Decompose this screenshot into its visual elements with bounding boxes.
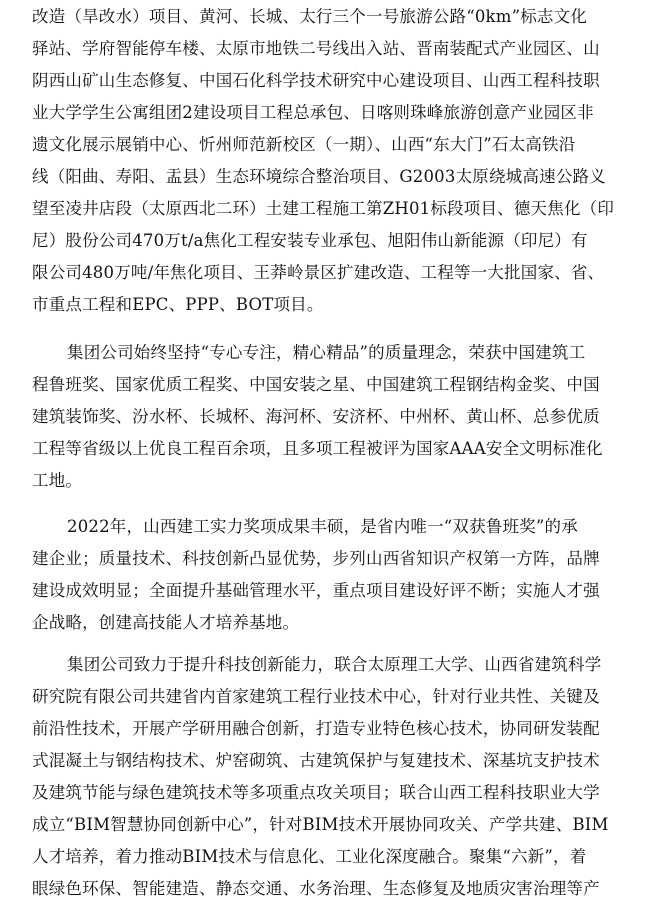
paragraph-1-line-1: 改造（旱改水）项目、黄河、长城、太行三个一号旅游公路“0km”标志文化 — [32, 7, 588, 26]
paragraph-3-line-2: 建企业；质量技术、科技创新凸显优势，步列山西省知识产权第一方阵，品牌 — [32, 549, 600, 568]
paragraph-2-line-5: 工地。 — [32, 471, 83, 490]
paragraph-1-line-3: 阴西山矿山生态修复、中国石化科学技术研究中心建设项目、山西工程科技职 — [32, 71, 600, 90]
paragraph-1-line-4: 业大学学生公寓组团2建设项目工程总承包、日喀则珠峰旅游创意产业园区非 — [32, 103, 594, 122]
paragraph-1-line-10: 市重点工程和EPC、PPP、BOT项目。 — [32, 295, 324, 314]
paragraph-2-line-4: 工程等省级以上优良工程百余项，且多项工程被评为国家AAA安全文明标准化 — [32, 439, 603, 458]
paragraph-3-line-3: 建设成效明显；全面提升基础管理水平，重点项目建设好评不断；实施人才强 — [32, 581, 600, 600]
paragraph-1-line-8: 尼）股份公司470万t/a焦化工程安装专业承包、旭阳伟山新能源（印尼）有 — [32, 231, 588, 250]
paragraph-4-line-7: 人才培养，着力推动BIM技术与信息化、工业化深度融合。聚集“六新”，着 — [32, 847, 587, 866]
paragraph-4-line-6: 成立“BIM智慧协同创新中心”，针对BIM技术开展协同攻关、产学共建、BIM — [32, 815, 609, 834]
paragraph-2-line-3: 建筑装饰奖、汾水杯、长城杯、海河杯、安济杯、中州杯、黄山杯、总参优质 — [32, 407, 600, 426]
paragraph-4-line-2: 研究院有限公司共建省内首家建筑工程行业技术中心，针对行业共性、关键及 — [32, 687, 600, 706]
paragraph-4-line-1: 集团公司致力于提升科技创新能力，联合太原理工大学、山西省建筑科学 — [67, 655, 602, 674]
paragraph-2-line-2: 程鲁班奖、国家优质工程奖、中国安装之星、中国建筑工程钢结构金奖、中国 — [32, 375, 600, 394]
paragraph-3-line-1: 2022年，山西建工实力奖项成果丰硕，是省内唯一“双获鲁班奖”的承 — [67, 517, 578, 536]
paragraph-4-line-3: 前沿性技术，开展产学研用融合创新，打造专业特色核心技术，协同研发装配 — [32, 719, 600, 738]
paragraph-4-line-4: 式混凝土与钢结构技术、炉窑砌筑、古建筑保护与复建技术、深基坑支护技术 — [32, 751, 600, 770]
paragraph-2-line-1: 集团公司始终坚持“专心专注，精心精品”的质量理念，荣获中国建筑工 — [67, 343, 586, 362]
paragraph-1-line-9: 限公司480万吨/年焦化项目、王莽岭景区扩建改造、工程等一大批国家、省、 — [32, 263, 605, 282]
paragraph-3-line-4: 企战略，创建高技能人才培养基地。 — [32, 613, 300, 632]
paragraph-1-line-5: 遗文化展示展销中心、忻州师范新校区（一期）、山西“东大门”石太高铁沿 — [32, 135, 576, 154]
paragraph-1-line-6: 线（阳曲、寿阳、盂县）生态环境综合整治项目、G2003太原绕城高速公路义 — [32, 167, 606, 186]
paragraph-1-line-2: 驿站、学府智能停车楼、太原市地铁二号线出入站、晋南装配式产业园区、山 — [32, 39, 600, 58]
paragraph-4-line-5: 及建筑节能与绿色建筑技术等多项重点攻关项目；联合山西工程科技职业大学 — [32, 783, 600, 802]
paragraph-1-line-7: 望至凌井店段（太原西北二环）土建工程施工第ZH01标段项目、德天焦化（印 — [32, 199, 615, 218]
paragraph-4-line-8: 眼绿色环保、智能建造、静态交通、水务治理、生态修复及地质灾害治理等产 — [32, 879, 600, 898]
